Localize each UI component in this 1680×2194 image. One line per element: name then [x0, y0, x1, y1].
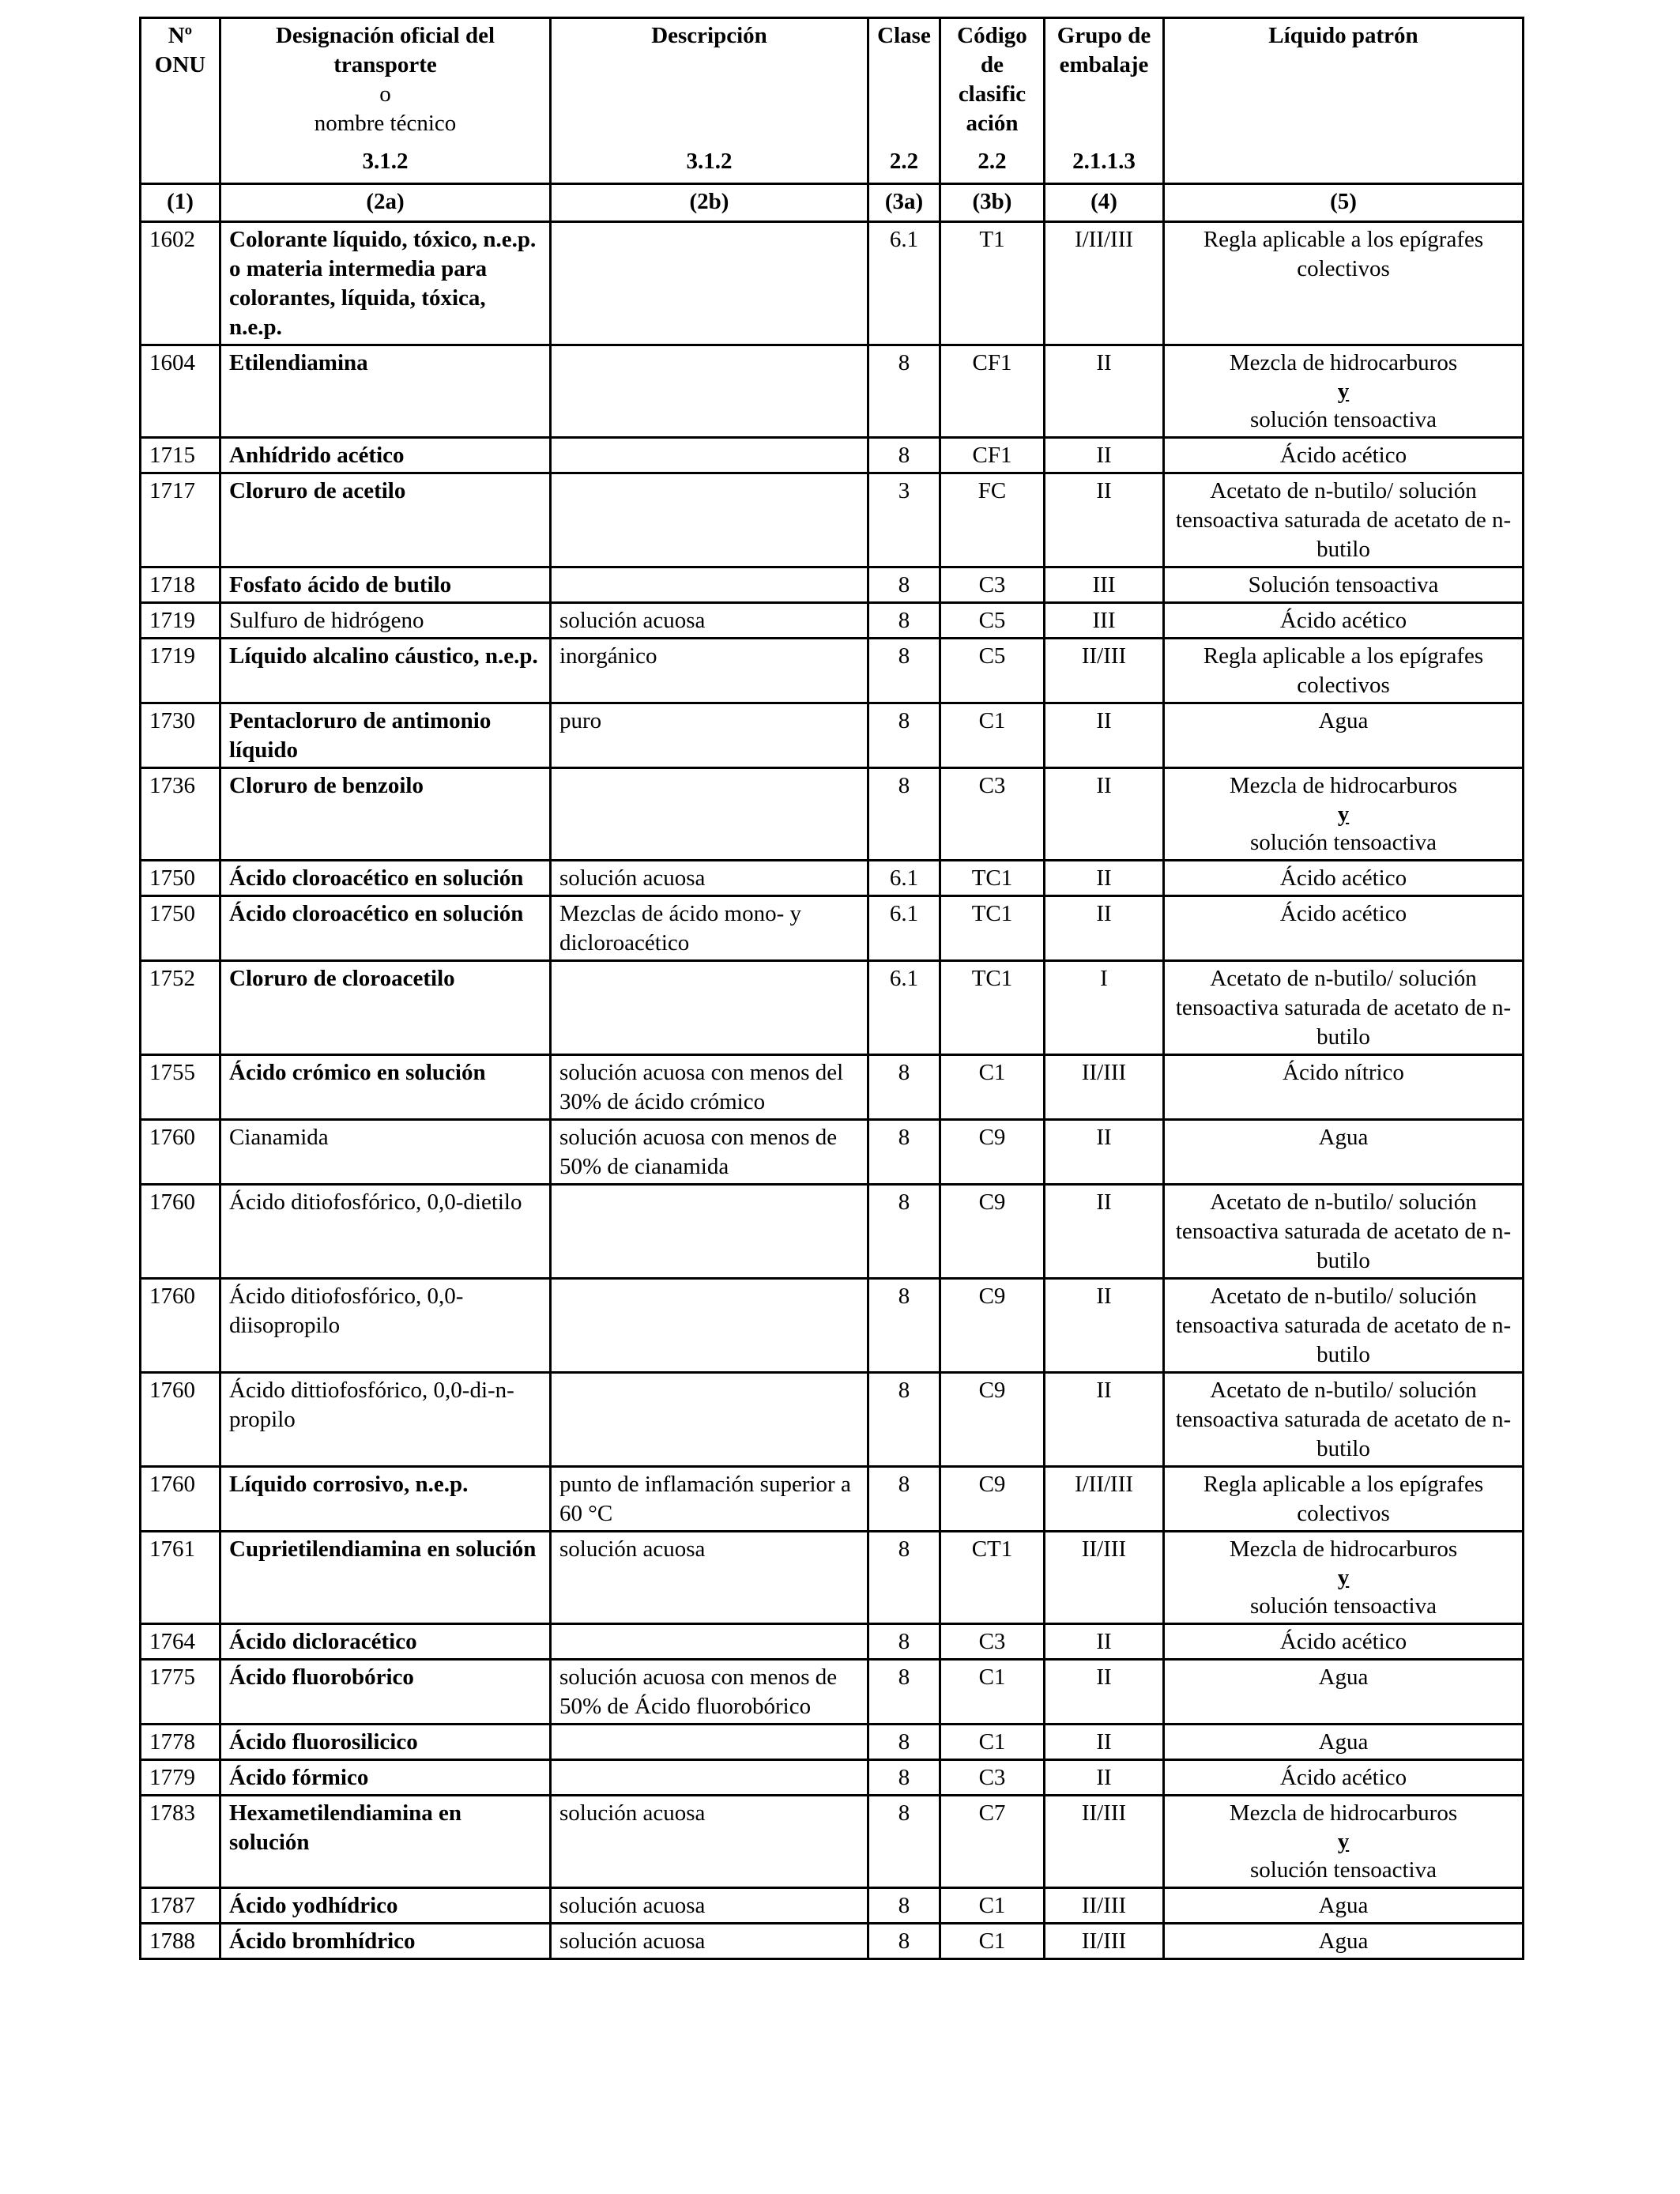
un-cell: 1760 [141, 1373, 220, 1467]
liquid-line: Agua [1318, 1729, 1369, 1755]
class-cell: 3 [868, 473, 940, 567]
table-row [141, 1055, 1524, 1120]
liquid-line: Acetato de n-butilo/ solución tensoactiva saturada de acetato de n-butilo [1175, 478, 1512, 562]
description-cell [551, 1760, 868, 1796]
table-row [141, 567, 1524, 603]
table-row [141, 1660, 1524, 1725]
packing-group-cell: II/III [1045, 1532, 1164, 1624]
description-cell [551, 438, 868, 473]
packing-group-cell: II [1045, 703, 1164, 768]
table-row [141, 861, 1524, 896]
liquid-line: Ácido acético [1279, 608, 1407, 633]
packing-group-cell: II [1045, 1120, 1164, 1185]
header-description [551, 18, 868, 184]
packing-group-cell: II/III [1045, 1888, 1164, 1924]
un-cell: 1717 [141, 473, 220, 567]
description-cell: solución acuosa [551, 1924, 868, 1959]
packing-group-cell: II [1045, 1725, 1164, 1760]
code-cell: C1 [940, 1924, 1045, 1959]
header-un [141, 18, 220, 184]
designation-cell: Ácido yodhídrico [220, 1888, 551, 1924]
table-row [141, 1624, 1524, 1660]
liquid-cell [1164, 438, 1524, 473]
liquid-line: Mezcla de hidrocarburos [1229, 350, 1458, 375]
table-row [141, 438, 1524, 473]
designation-cell: Fosfato ácido de butilo [220, 567, 551, 603]
liquid-conjunction: y [1337, 801, 1350, 827]
code-cell: C9 [940, 1279, 1045, 1373]
table-row [141, 1760, 1524, 1796]
packing-group-cell: II/III [1045, 1055, 1164, 1120]
liquid-line: Ácido nítrico [1283, 1060, 1404, 1085]
designation-cell: Ácido fórmico [220, 1760, 551, 1796]
packing-group-cell: II [1045, 1660, 1164, 1725]
header-row [141, 18, 1524, 184]
description-cell: solución acuosa [551, 861, 868, 896]
un-cell: 1715 [141, 438, 220, 473]
column-number: (1) [141, 184, 220, 222]
header-group [1045, 18, 1164, 184]
liquid-cell [1164, 1760, 1524, 1796]
class-cell: 8 [868, 1055, 940, 1120]
designation-cell: Anhídrido acético [220, 438, 551, 473]
table-row [141, 703, 1524, 768]
code-cell: C5 [940, 603, 1045, 639]
liquid-line: Ácido acético [1279, 901, 1407, 926]
class-cell: 6.1 [868, 861, 940, 896]
dangerous-goods-table [139, 17, 1524, 1960]
un-cell: 1750 [141, 896, 220, 961]
designation-cell: Hexametilendiamina en solución [220, 1796, 551, 1888]
liquid-line: Acetato de n-butilo/ solución tensoactiva saturada de acetato de n-butilo [1175, 966, 1512, 1050]
header-designation [220, 18, 551, 184]
header-code-ref: 2.2 [977, 149, 1007, 174]
description-cell [551, 1725, 868, 1760]
liquid-cell [1164, 603, 1524, 639]
packing-group-cell: II/III [1045, 1924, 1164, 1959]
code-cell: CF1 [940, 438, 1045, 473]
packing-group-cell: II/III [1045, 1796, 1164, 1888]
description-cell [551, 1185, 868, 1279]
packing-group-cell: II [1045, 1373, 1164, 1467]
liquid-line: Acetato de n-butilo/ solución tensoactiva saturada de acetato de n-butilo [1175, 1284, 1512, 1367]
code-cell: C3 [940, 567, 1045, 603]
un-cell: 1602 [141, 222, 220, 345]
liquid-line: solución tensoactiva [1250, 407, 1437, 432]
class-cell: 8 [868, 703, 940, 768]
packing-group-cell: II [1045, 1760, 1164, 1796]
liquid-cell [1164, 768, 1524, 861]
description-cell: punto de inflamación superior a 60 °C [551, 1467, 868, 1532]
un-cell: 1788 [141, 1924, 220, 1959]
liquid-line: Acetato de n-butilo/ solución tensoactiva saturada de acetato de n-butilo [1175, 1189, 1512, 1273]
code-cell: C5 [940, 639, 1045, 703]
column-number: (2b) [551, 184, 868, 222]
packing-group-cell: II [1045, 1624, 1164, 1660]
liquid-line: Agua [1318, 1928, 1369, 1954]
class-cell: 6.1 [868, 961, 940, 1055]
un-cell: 1736 [141, 768, 220, 861]
header-description-ref: 3.1.2 [686, 149, 733, 174]
column-number: (5) [1164, 184, 1524, 222]
class-cell: 8 [868, 1924, 940, 1959]
liquid-cell [1164, 1888, 1524, 1924]
liquid-cell [1164, 1796, 1524, 1888]
class-cell: 8 [868, 1760, 940, 1796]
code-cell: C3 [940, 1624, 1045, 1660]
designation-cell: Ácido ditiofosfórico, 0,0-dietilo [220, 1185, 551, 1279]
description-cell: inorgánico [551, 639, 868, 703]
header-liquid-label: Líquido patrón [1268, 23, 1418, 48]
packing-group-cell: II [1045, 345, 1164, 438]
liquid-cell [1164, 1279, 1524, 1373]
packing-group-cell: II [1045, 1185, 1164, 1279]
table-body [141, 222, 1524, 1959]
class-cell: 8 [868, 1185, 940, 1279]
liquid-line: Acetato de n-butilo/ solución tensoactiva saturada de acetato de n-butilo [1175, 1378, 1512, 1461]
description-cell [551, 961, 868, 1055]
header-designation-ref: 3.1.2 [362, 149, 409, 174]
un-cell: 1779 [141, 1760, 220, 1796]
designation-cell: Colorante líquido, tóxico, n.e.p. o materia intermedia para colorantes, líquida, tóxica, n.e.p. [220, 222, 551, 345]
packing-group-cell: II [1045, 861, 1164, 896]
liquid-line: Agua [1318, 708, 1369, 733]
un-cell: 1760 [141, 1467, 220, 1532]
table-row [141, 222, 1524, 345]
liquid-cell [1164, 1120, 1524, 1185]
liquid-line: Ácido acético [1279, 1765, 1407, 1790]
un-cell: 1719 [141, 639, 220, 703]
code-cell: C9 [940, 1373, 1045, 1467]
description-cell: solución acuosa [551, 603, 868, 639]
description-cell [551, 768, 868, 861]
table-row [141, 961, 1524, 1055]
un-cell: 1760 [141, 1279, 220, 1373]
liquid-cell [1164, 1467, 1524, 1532]
liquid-line: Regla aplicable a los epígrafes colectivos [1203, 643, 1484, 698]
packing-group-cell: II [1045, 1279, 1164, 1373]
designation-cell: Ácido dittiofosfórico, 0,0-di-n-propilo [220, 1373, 551, 1467]
class-cell: 8 [868, 1467, 940, 1532]
column-number: (2a) [220, 184, 551, 222]
liquid-cell [1164, 222, 1524, 345]
designation-cell: Ácido ditiofosfórico, 0,0-diisopropilo [220, 1279, 551, 1373]
code-cell: CF1 [940, 345, 1045, 438]
liquid-cell [1164, 639, 1524, 703]
header-liquid [1164, 18, 1524, 184]
header-class-ref: 2.2 [889, 149, 919, 174]
class-cell: 8 [868, 603, 940, 639]
code-cell: TC1 [940, 961, 1045, 1055]
un-cell: 1752 [141, 961, 220, 1055]
header-designation-label: Designación oficial del transporte [275, 23, 495, 77]
class-cell: 8 [868, 438, 940, 473]
packing-group-cell: II [1045, 438, 1164, 473]
header-description-label: Descripción [651, 23, 767, 48]
liquid-conjunction: y [1337, 1829, 1350, 1854]
description-cell: Mezclas de ácido mono- y dicloroacético [551, 896, 868, 961]
description-cell [551, 345, 868, 438]
class-cell: 8 [868, 345, 940, 438]
class-cell: 8 [868, 1373, 940, 1467]
liquid-line: Ácido acético [1279, 865, 1407, 891]
liquid-line: Agua [1318, 1664, 1369, 1690]
header-class-label: Clase [877, 23, 931, 48]
class-cell: 8 [868, 1120, 940, 1185]
designation-cell: Cianamida [220, 1120, 551, 1185]
liquid-cell [1164, 961, 1524, 1055]
description-cell: solución acuosa con menos de 50% de Ácido fluorobórico [551, 1660, 868, 1725]
code-cell: C1 [940, 1725, 1045, 1760]
un-cell: 1761 [141, 1532, 220, 1624]
un-cell: 1719 [141, 603, 220, 639]
column-number: (3b) [940, 184, 1045, 222]
class-cell: 8 [868, 567, 940, 603]
liquid-line: Agua [1318, 1125, 1369, 1150]
table-row [141, 345, 1524, 438]
liquid-cell [1164, 1373, 1524, 1467]
packing-group-cell: III [1045, 603, 1164, 639]
class-cell: 6.1 [868, 896, 940, 961]
liquid-cell [1164, 473, 1524, 567]
liquid-line: Solución tensoactiva [1248, 572, 1439, 598]
table-row [141, 1373, 1524, 1467]
liquid-line: Regla aplicable a los epígrafes colectivos [1203, 227, 1484, 281]
header-technical-name: nombre técnico [314, 111, 457, 136]
liquid-conjunction: y [1337, 1565, 1350, 1590]
designation-cell: Cloruro de acetilo [220, 473, 551, 567]
table-row [141, 1924, 1524, 1959]
description-cell: solución acuosa [551, 1532, 868, 1624]
header-group-ref: 2.1.1.3 [1072, 149, 1136, 174]
header-class [868, 18, 940, 184]
class-cell: 8 [868, 639, 940, 703]
liquid-line: Mezcla de hidrocarburos [1229, 1800, 1458, 1826]
liquid-line: Ácido acético [1279, 443, 1407, 468]
packing-group-cell: I/II/III [1045, 1467, 1164, 1532]
un-cell: 1760 [141, 1185, 220, 1279]
description-cell [551, 567, 868, 603]
packing-group-cell: II [1045, 473, 1164, 567]
un-cell: 1730 [141, 703, 220, 768]
code-cell: C1 [940, 1055, 1045, 1120]
table-row [141, 1888, 1524, 1924]
packing-group-cell: II [1045, 768, 1164, 861]
description-cell: puro [551, 703, 868, 768]
liquid-conjunction: y [1337, 379, 1350, 404]
table-row [141, 1467, 1524, 1532]
un-cell: 1750 [141, 861, 220, 896]
liquid-line: Mezcla de hidrocarburos [1229, 1536, 1458, 1562]
class-cell: 8 [868, 1279, 940, 1373]
description-cell: solución acuosa con menos del 30% de ácido crómico [551, 1055, 868, 1120]
liquid-line: Regla aplicable a los epígrafes colectivos [1203, 1472, 1484, 1526]
un-cell: 1604 [141, 345, 220, 438]
class-cell: 8 [868, 1796, 940, 1888]
table-row [141, 768, 1524, 861]
packing-group-cell: I/II/III [1045, 222, 1164, 345]
liquid-cell [1164, 1185, 1524, 1279]
un-cell: 1775 [141, 1660, 220, 1725]
liquid-cell [1164, 861, 1524, 896]
description-cell [551, 473, 868, 567]
column-number-row [141, 184, 1524, 222]
liquid-line: Ácido acético [1279, 1629, 1407, 1654]
table-row [141, 1279, 1524, 1373]
code-cell: C3 [940, 768, 1045, 861]
code-cell: C9 [940, 1185, 1045, 1279]
class-cell: 8 [868, 1624, 940, 1660]
designation-cell: Ácido cloroacético en solución [220, 896, 551, 961]
table-row [141, 1120, 1524, 1185]
description-cell [551, 1624, 868, 1660]
liquid-line: Agua [1318, 1893, 1369, 1918]
designation-cell: Ácido bromhídrico [220, 1924, 551, 1959]
liquid-cell [1164, 1725, 1524, 1760]
designation-cell: Cloruro de benzoilo [220, 768, 551, 861]
code-cell: T1 [940, 222, 1045, 345]
designation-cell: Ácido fluorosilicico [220, 1725, 551, 1760]
packing-group-cell: I [1045, 961, 1164, 1055]
un-cell: 1755 [141, 1055, 220, 1120]
table-row [141, 1796, 1524, 1888]
liquid-cell [1164, 703, 1524, 768]
header-code [940, 18, 1045, 184]
packing-group-cell: II [1045, 896, 1164, 961]
designation-cell: Cuprietilendiamina en solución [220, 1532, 551, 1624]
code-cell: TC1 [940, 861, 1045, 896]
designation-cell: Líquido corrosivo, n.e.p. [220, 1467, 551, 1532]
un-cell: 1778 [141, 1725, 220, 1760]
class-cell: 8 [868, 1725, 940, 1760]
code-cell: C1 [940, 1660, 1045, 1725]
liquid-cell [1164, 1624, 1524, 1660]
description-cell [551, 1373, 868, 1467]
code-cell: FC [940, 473, 1045, 567]
table-row [141, 473, 1524, 567]
table-row [141, 1725, 1524, 1760]
column-number: (4) [1045, 184, 1164, 222]
liquid-line: Mezcla de hidrocarburos [1229, 773, 1458, 798]
description-cell [551, 222, 868, 345]
liquid-cell [1164, 1660, 1524, 1725]
table-row [141, 1185, 1524, 1279]
designation-cell: Ácido dicloracético [220, 1624, 551, 1660]
description-cell: solución acuosa [551, 1888, 868, 1924]
column-number: (3a) [868, 184, 940, 222]
code-cell: C9 [940, 1120, 1045, 1185]
table-row [141, 1532, 1524, 1624]
class-cell: 8 [868, 1660, 940, 1725]
table-row [141, 639, 1524, 703]
un-cell: 1764 [141, 1624, 220, 1660]
liquid-cell [1164, 1055, 1524, 1120]
designation-cell: Líquido alcalino cáustico, n.e.p. [220, 639, 551, 703]
header-code-label: Código de clasific ación [957, 23, 1027, 136]
code-cell: CT1 [940, 1532, 1045, 1624]
packing-group-cell: III [1045, 567, 1164, 603]
liquid-cell [1164, 896, 1524, 961]
designation-cell: Cloruro de cloroacetilo [220, 961, 551, 1055]
description-cell: solución acuosa con menos de 50% de cianamida [551, 1120, 868, 1185]
class-cell: 8 [868, 1888, 940, 1924]
code-cell: C3 [940, 1760, 1045, 1796]
code-cell: TC1 [940, 896, 1045, 961]
header-un-label: Nº ONU [154, 23, 206, 77]
description-cell [551, 1279, 868, 1373]
designation-cell: Etilendiamina [220, 345, 551, 438]
liquid-cell [1164, 1532, 1524, 1624]
packing-group-cell: II/III [1045, 639, 1164, 703]
code-cell: C7 [940, 1796, 1045, 1888]
designation-cell: Ácido crómico en solución [220, 1055, 551, 1120]
header-designation-or: o [379, 81, 391, 107]
liquid-cell [1164, 1924, 1524, 1959]
code-cell: C1 [940, 703, 1045, 768]
table-row [141, 603, 1524, 639]
designation-cell: Ácido fluorobórico [220, 1660, 551, 1725]
liquid-line: solución tensoactiva [1250, 1593, 1437, 1619]
class-cell: 8 [868, 768, 940, 861]
liquid-cell [1164, 345, 1524, 438]
un-cell: 1787 [141, 1888, 220, 1924]
class-cell: 6.1 [868, 222, 940, 345]
liquid-line: solución tensoactiva [1250, 1857, 1437, 1883]
code-cell: C1 [940, 1888, 1045, 1924]
description-cell: solución acuosa [551, 1796, 868, 1888]
un-cell: 1718 [141, 567, 220, 603]
un-cell: 1783 [141, 1796, 220, 1888]
un-cell: 1760 [141, 1120, 220, 1185]
designation-cell: Pentacloruro de antimonio líquido [220, 703, 551, 768]
liquid-cell [1164, 567, 1524, 603]
liquid-line: solución tensoactiva [1250, 830, 1437, 855]
designation-cell: Ácido cloroacético en solución [220, 861, 551, 896]
header-group-label: Grupo de embalaje [1057, 23, 1151, 77]
designation-cell: Sulfuro de hidrógeno [220, 603, 551, 639]
table-row [141, 896, 1524, 961]
code-cell: C9 [940, 1467, 1045, 1532]
class-cell: 8 [868, 1532, 940, 1624]
